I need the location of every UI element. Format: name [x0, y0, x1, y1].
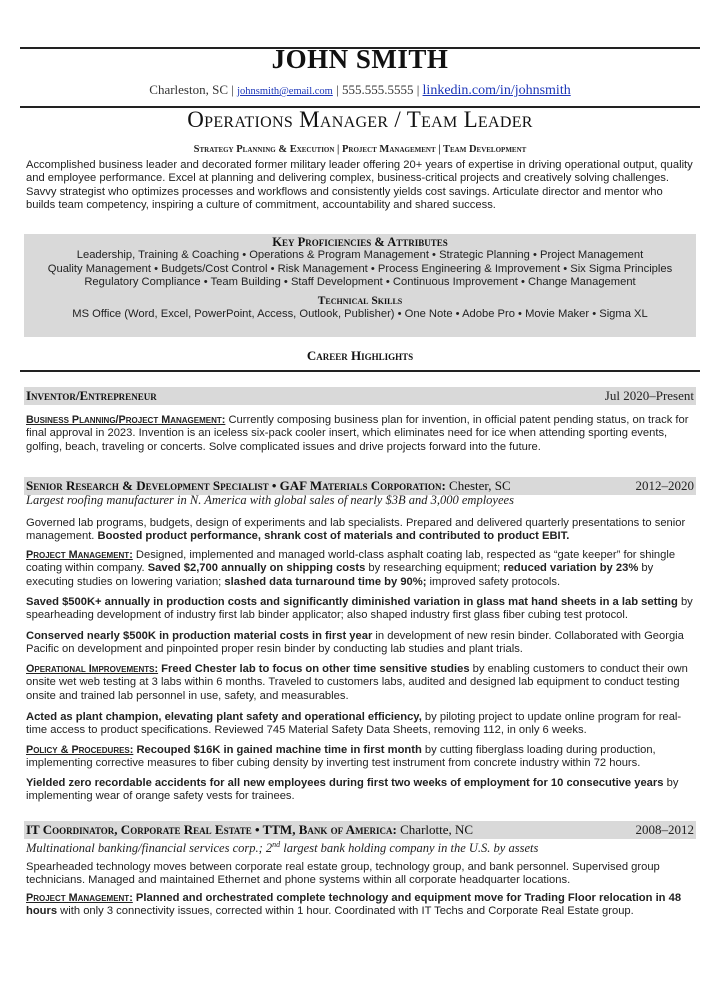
paragraph-text: by researching equipment; [365, 562, 504, 575]
technical-skills-line: MS Office (Word, Excel, PowerPoint, Access, Outlook, Publisher) • One Note • Adobe Pro • Movie Maker • Sigma XL [72, 308, 648, 321]
job-header-bank-of-america [24, 821, 696, 839]
job-title-text: Senior Research & Development Specialist • GAF Materials Corporation: [26, 478, 446, 493]
paragraph-bold: Planned and orchestrated complete technology and equipment move for Trading Floor relocation in 48 hours [26, 892, 682, 918]
job-paragraph [26, 549, 694, 589]
paragraph-text: Governed lab programs, budgets, design of experiments and lab specialists. Prepared and delivered quarterly presentations to senior management. [26, 517, 686, 543]
paragraph-label: Business Planning/Project Management: [26, 414, 226, 426]
paragraph-label: Project Management: [26, 549, 133, 561]
email-link[interactable]: johnsmith@email.com [237, 86, 333, 97]
paragraph-text: improved safety protocols. [426, 575, 561, 588]
proficiency-line: Quality Management • Budgets/Cost Control • Risk Management • Process Engineering & Improvement • Six Sigma Principles [47, 262, 673, 275]
paragraph-bold: slashed data turnaround time by 90%; [224, 575, 427, 588]
job-paragraph [26, 517, 694, 544]
job-paragraph [26, 777, 694, 804]
job-title: Inventor/Entrepreneur [26, 388, 157, 403]
job-header-inventor [24, 387, 696, 405]
job-location: Charlotte, NC [396, 822, 474, 837]
subtitle-text: largest bank holding company in the U.S. by assets [280, 841, 539, 856]
paragraph-bold: Freed Chester lab to focus on other time sensitive studies [158, 663, 470, 675]
proficiency-line: Regulatory Compliance • Team Building • Staff Development • Continuous Improvement • Change Management [84, 276, 636, 289]
job-paragraph [26, 711, 694, 738]
summary-paragraph: Accomplished business leader and decorated former military leader offering 20+ years of expertise in driving operational output, quality and employee performance. Excel at planning and delivering complex, business-critical projects and creatively solving challenges. Savvy strategist who optimizes processes and workflows and consistently yields cost savings. Articulate director and mentor who builds team competency, inspiring a culture of commitment, accountability and shared success. [26, 159, 693, 212]
contact-line [0, 83, 720, 98]
candidate-name: JOHN SMITH [271, 44, 449, 74]
job-title [26, 821, 473, 839]
paragraph-label: Policy & Procedures: [26, 744, 134, 756]
job-paragraph [26, 663, 694, 703]
paragraph-label: Project Management: [26, 892, 133, 904]
paragraph-bold: Conserved nearly $500K in production material costs in first year [26, 630, 373, 642]
separator: | [231, 82, 234, 97]
paragraph-bold: Acted as plant champion, elevating plant safety and operational efficiency, [26, 711, 422, 723]
separator: | [336, 82, 339, 97]
proficiency-line: Leadership, Training & Coaching • Operations & Program Management • Strategic Planning • Project Management [76, 249, 644, 262]
job-dates: 2012–2020 [635, 478, 694, 493]
career-highlights-heading: Career Highlights [306, 348, 414, 363]
linkedin-link[interactable]: linkedin.com/in/johnsmith [422, 83, 571, 98]
technical-skills-heading: Technical Skills [317, 294, 403, 307]
job-paragraph [26, 414, 694, 454]
paragraph-text: Currently composing business plan for invention, in official patent pending status, on track for final approval in 2023. Invention is an iceless six-pack cooler insert, which eliminates need for ice when attending sporting events, golfing, beach, traveling or concerts. Solve complicated issues and drive projects forward into the future. [26, 414, 689, 453]
job-dates: Jul 2020–Present [604, 388, 694, 403]
job-paragraph [26, 596, 694, 623]
paragraph-text: by cutting fiberglass loading during production, implementing corrective measures to fiber cubing density by inverting test instrument from concrete industry within 72 hours. [26, 744, 656, 770]
subtitle-superscript: nd [272, 840, 281, 849]
job-paragraph [26, 892, 694, 919]
paragraph-text: by implementing wear of orange safety vests for trainees. [26, 777, 679, 803]
company-description [26, 838, 694, 856]
company-description: Largest roofing manufacturer in N. America with global sales of nearly $3B and 3,000 employees [26, 493, 514, 507]
paragraph-bold: Boosted product performance, shrank cost of materials and contributed to product EBIT. [97, 530, 570, 543]
paragraph-bold: reduced variation by 23% [503, 562, 639, 575]
job-paragraph [26, 630, 694, 657]
proficiencies-heading: Key Proficiencies & Attributes [272, 235, 448, 249]
paragraph-text: with only 3 connectivity issues, corrected within 1 hour. Coordinated with IT Techs and Corporate Real Estate group. [57, 905, 634, 918]
job-paragraph [26, 744, 694, 771]
job-paragraph: Spearheaded technology moves between corporate real estate group, technology group, and bank personnel. Supervised group technicians. Managed and maintained Ethernet and phone systems within all corporate headquarter locations. [26, 861, 660, 887]
paragraph-text: Designed, implemented and managed world-class asphalt coating lab, respected as “gate keeper” for shingle coating within company. [26, 549, 676, 575]
paragraph-text: by spearheading development of industry first lab binder applicator; also shaped industry first glass fiber cubing test protocol. [26, 596, 693, 622]
paragraph-text: by executing studies on lowering variation; [26, 562, 654, 588]
paragraph-label: Operational Improvements: [26, 663, 159, 675]
focus-areas: Strategy Planning & Execution | Project Management | Team Development [193, 144, 527, 155]
proficiencies-box [24, 234, 696, 337]
subtitle-text: Multinational banking/financial services corp.; 2 [26, 841, 273, 856]
paragraph-text: by enabling customers to conduct their own onsite wet web testing at 3 labs within 6 months. Traveled to customers labs, audited and designed lab equipment to conduct testing onsite and trained lab personnel in use, safety, and measurables. [26, 663, 688, 702]
paragraph-text: in development of new resin binder. Collaborated with Georgia Pacific on development and pinpointed proper resin binder by conducting lab studies and plant trials. [26, 630, 684, 656]
location: Charleston, SC [149, 82, 229, 97]
job-title-text: IT Coordinator, Corporate Real Estate • TTM, Bank of America: [26, 822, 397, 837]
separator: | [416, 82, 420, 97]
phone: 555.555.5555 [341, 82, 414, 97]
paragraph-text: by piloting project to update online program for real-time access to product specifications. Reviewed 745 Material Safety Data Sheets, removing 112, in only 6 weeks. [26, 711, 682, 737]
job-location: Chester, SC [445, 478, 511, 493]
paragraph-bold: Saved $500K+ annually in production costs and significantly diminished variation in glass mat hand sheets in a lab setting [26, 596, 678, 608]
paragraph-bold: Yielded zero recordable accidents for all new employees during first two weeks of employment for 10 consecutive years [26, 777, 664, 789]
paragraph-bold: Recouped $16K in gained machine time in first month [133, 744, 422, 756]
job-dates: 2008–2012 [635, 822, 694, 837]
target-title: Operations Manager / Team Leader [187, 107, 533, 132]
paragraph-bold: Saved $2,700 annually on shipping costs [147, 562, 366, 575]
career-rule [20, 370, 700, 372]
